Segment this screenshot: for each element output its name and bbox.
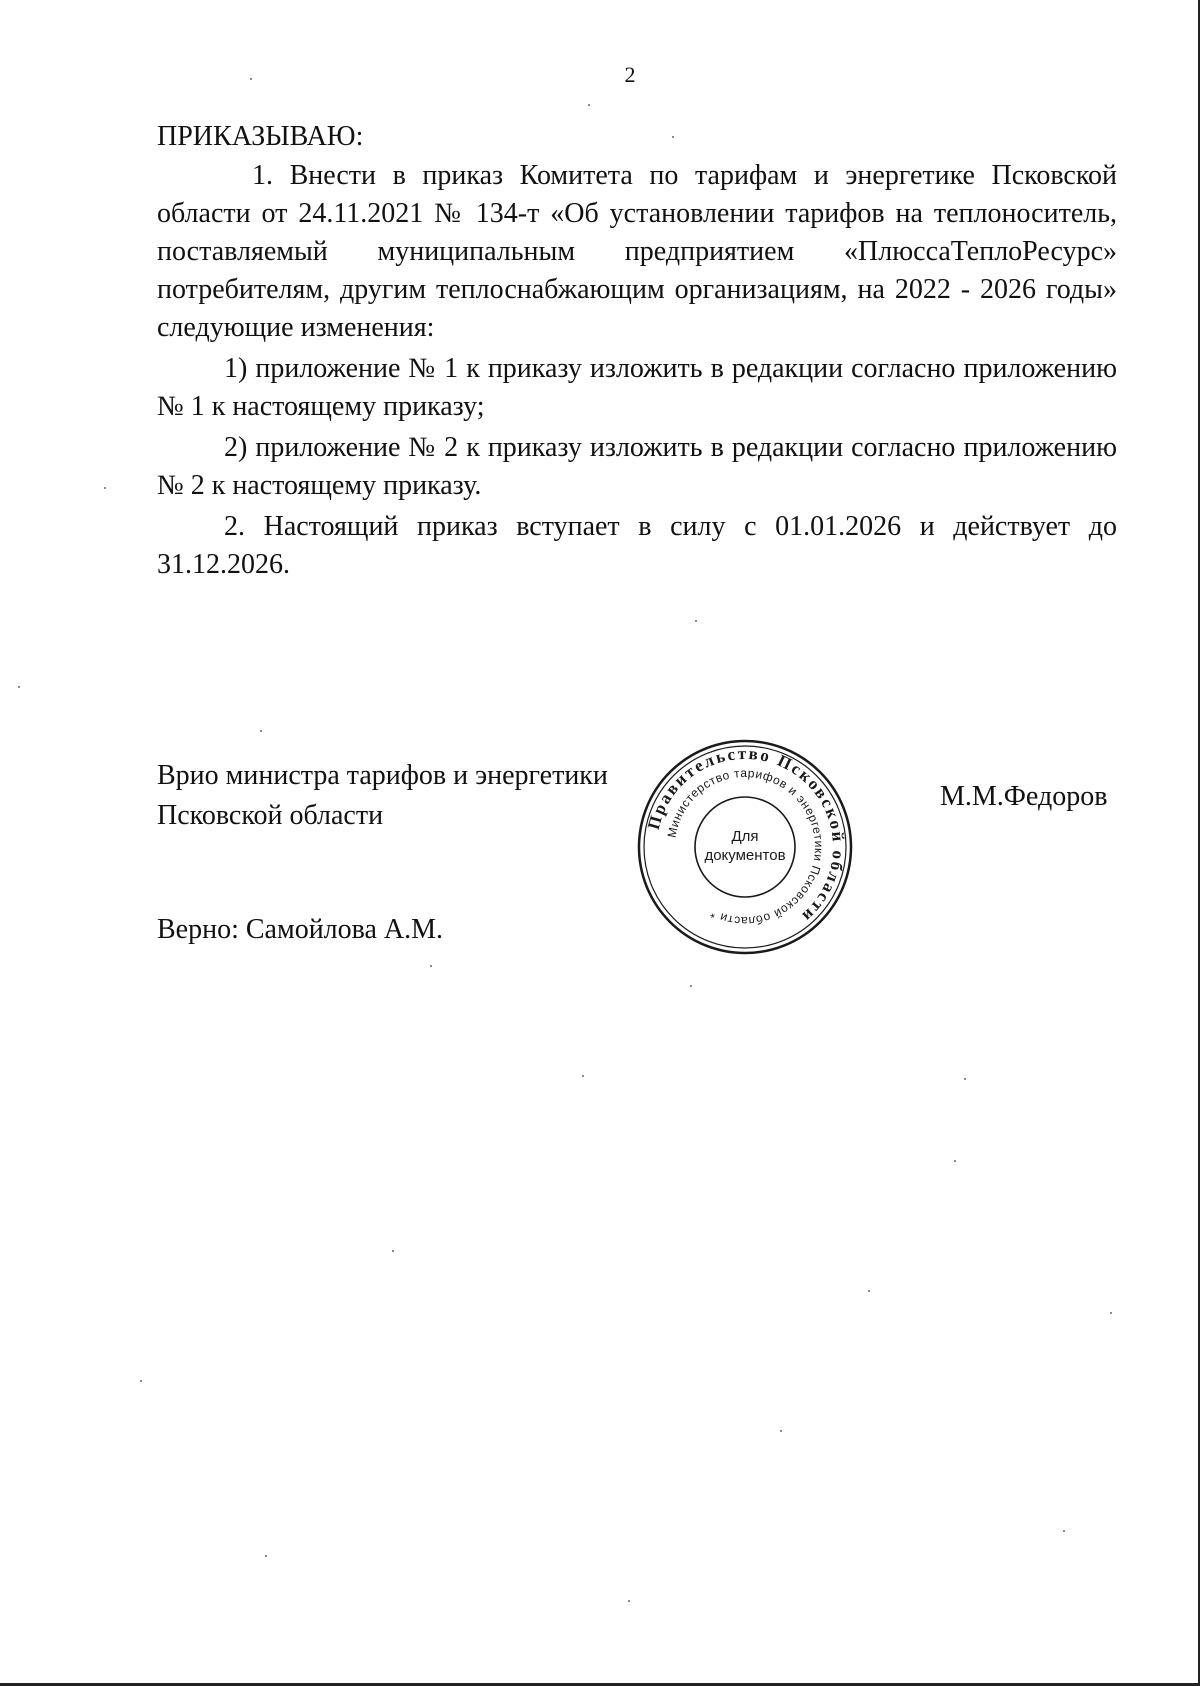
scan-speck xyxy=(1110,1312,1112,1314)
paragraph-subitem-1: 1) приложение № 1 к приказу изложить в редакции согласно приложению № 1 к настоящему приказу; xyxy=(157,353,1117,422)
scan-speck xyxy=(780,1430,782,1432)
seal-center-line1: Для xyxy=(731,828,759,845)
signatory-title xyxy=(157,756,608,836)
scan-speck xyxy=(695,620,697,622)
seal-outer-text: Правительство Псковской области xyxy=(643,743,849,928)
scan-speck xyxy=(588,104,590,106)
seal-inner-text: Министерство тарифов и энергетики Псковской области * xyxy=(664,765,827,929)
scan-speck xyxy=(140,1380,142,1382)
verification-line: Верно: Самойлова А.М. xyxy=(157,914,444,945)
scan-speck xyxy=(690,985,692,987)
scan-speck xyxy=(104,487,106,489)
scan-speck xyxy=(392,1250,394,1252)
page-number: 2 xyxy=(624,62,636,87)
paragraph-item-1: 1. Внести в приказ Комитета по тарифам и энергетике Псковской области от 24.11.2021 № 134-т «Об установлении тарифов на теплоноситель, поставляемый муниципальным предприятием «ПлюссаТеплоРесурс» потребителям, другим теплоснабжающим организациям, на 2022 - 2026 годы» следующие изменения: xyxy=(157,160,1117,343)
scan-speck xyxy=(628,1600,630,1602)
scan-speck xyxy=(18,686,20,688)
scan-speck xyxy=(868,1290,870,1292)
scan-speck xyxy=(672,136,674,138)
official-seal xyxy=(636,738,854,956)
signatory-name: М.М.Федоров xyxy=(940,781,1108,812)
scan-speck xyxy=(265,1555,267,1557)
order-heading: ПРИКАЗЫВАЮ: xyxy=(157,121,364,152)
scan-speck xyxy=(582,1075,584,1077)
scan-speck xyxy=(250,78,252,80)
signatory-title-line1: Врио министра тарифов и энергетики xyxy=(157,760,608,791)
scan-speck xyxy=(1063,1530,1065,1532)
paragraph-item-2: 2. Настоящий приказ вступает в силу с 01.01.2026 и действует до 31.12.2026. xyxy=(157,511,1117,580)
paragraph-subitem-2: 2) приложение № 2 к приказу изложить в редакции согласно приложению № 2 к настоящему приказу. xyxy=(157,432,1117,501)
signatory-title-line2: Псковской области xyxy=(157,800,384,831)
seal-center-line2: документов xyxy=(704,847,786,864)
scan-speck xyxy=(954,1160,956,1162)
order-body xyxy=(157,157,1117,584)
scan-speck xyxy=(260,730,262,732)
scan-speck xyxy=(430,965,432,967)
scan-speck xyxy=(964,1078,966,1080)
